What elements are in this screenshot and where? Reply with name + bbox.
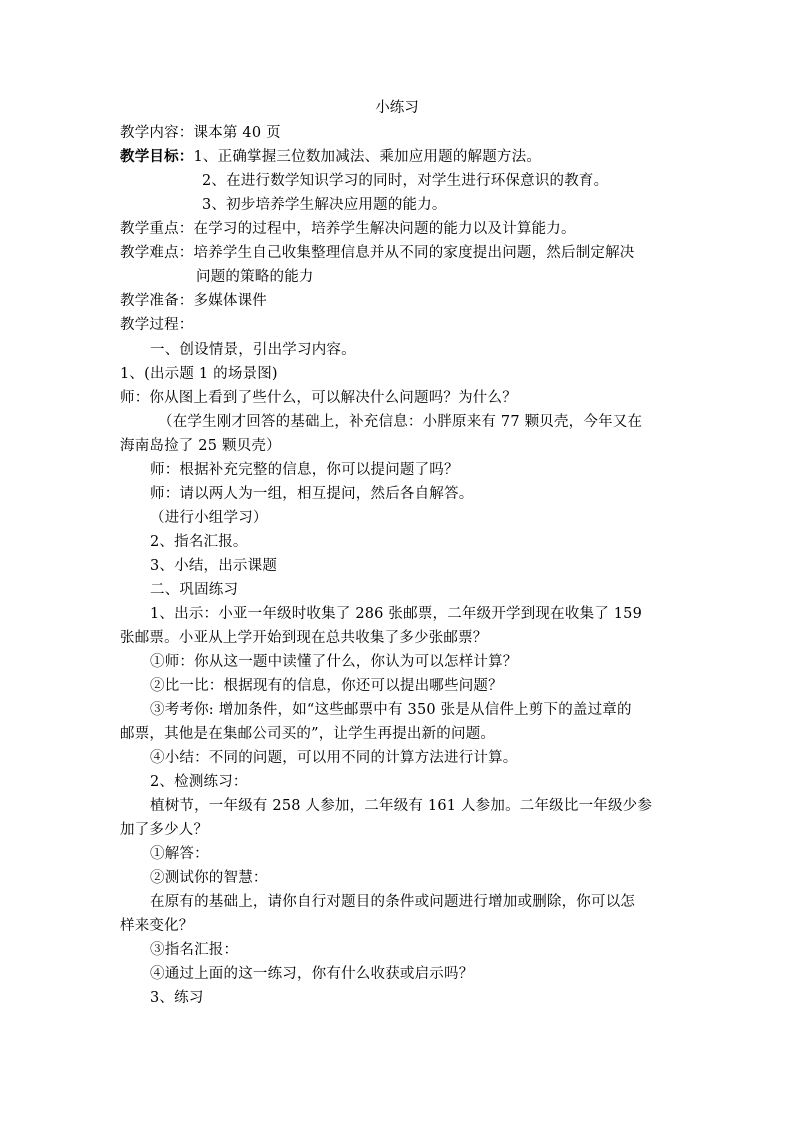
body-line: ④小结：不同的问题，可以用不同的计算方法进行计算。 — [150, 750, 518, 766]
goal-item-3: 3、初步培养学生解决应用题的能力。 — [202, 197, 447, 213]
difficulty-row — [120, 243, 635, 263]
content-row — [120, 123, 281, 143]
body-line: ③指名汇报： — [150, 942, 239, 958]
body-line: 师：根据补充完整的信息，你可以提问题了吗？ — [150, 462, 459, 478]
process-label: 教学过程： — [120, 317, 194, 333]
page-title: 小练习 — [375, 100, 419, 116]
body-line: 师：你从图上看到了些什么，可以解决什么问题吗？为什么？ — [120, 390, 517, 406]
keypoint-value: 在学习的过程中，培养学生解决问题的能力以及计算能力。 — [193, 221, 576, 237]
body-line: 2、指名汇报。 — [150, 534, 248, 550]
body-line: （进行小组学习） — [150, 510, 268, 526]
difficulty-line-1: 培养学生自己收集整理信息并从不同的家度提出问题，然后制定解决 — [193, 245, 635, 261]
body-line: （在学生刚才回答的基础上，补充信息：小胖原来有 77 颗贝壳，今年又在 — [158, 414, 643, 430]
keypoint-row — [120, 219, 576, 239]
body-line: ③考考你: 增加条件，如“这些邮票中有 350 张是从信件上剪下的盖过章的 — [150, 702, 632, 718]
body-line: 1、(出示题 1 的场景图) — [120, 366, 278, 382]
body-line: ①师：你从这一题中读懂了什么，你认为可以怎样计算？ — [150, 654, 518, 670]
body-line: 海南岛捡了 25 颗贝壳） — [120, 438, 281, 454]
prep-label: 教学准备： — [120, 293, 194, 309]
content-value: 课本第 40 页 — [193, 125, 281, 141]
body-line: ②测试你的智慧： — [150, 870, 268, 886]
goal-item-1: 1、正确掌握三位数加减法、乘加应用题的解题方法。 — [193, 149, 542, 165]
body-line: 3、练习 — [150, 990, 204, 1006]
body-line: 在原有的基础上，请你自行对题目的条件或问题进行增加或删除，你可以怎 — [150, 894, 636, 910]
body-line: 邮票，其他是在集邮公司买的”，让学生再提出新的问题。 — [120, 726, 496, 742]
body-line: 样来变化？ — [120, 918, 194, 934]
difficulty-line-2: 问题的策略的能力 — [196, 269, 314, 285]
body-line: 植树节，一年级有 258 人参加，二年级有 161 人参加。二年级比一年级少参 — [150, 798, 653, 814]
body-line: 师：请以两人为一组，相互提问，然后各自解答。 — [150, 486, 474, 502]
body-line: 一、创设情景，引出学习内容。 — [150, 342, 356, 358]
keypoint-label: 教学重点： — [120, 221, 194, 237]
goals-label: 教学目标： — [120, 148, 194, 165]
body-line: 3、小结，出示课题 — [150, 558, 278, 574]
difficulty-label: 教学难点： — [120, 245, 194, 261]
body-line: ④通过上面的这一练习，你有什么收获或启示吗？ — [150, 966, 474, 982]
body-line: 2、检测练习： — [150, 774, 248, 790]
prep-value: 多媒体课件 — [193, 293, 267, 309]
prep-row — [120, 291, 267, 311]
body-line: ①解答： — [150, 846, 209, 862]
body-line: 1、出示：小亚一年级时收集了 286 张邮票，二年级开学到现在收集了 159 — [150, 606, 643, 622]
body-line: 加了多少人？ — [120, 822, 209, 838]
body-line: 张邮票。小亚从上学开始到现在总共收集了多少张邮票？ — [120, 630, 488, 646]
goal-item-2: 2、在进行数学知识学习的同时，对学生进行环保意识的教育。 — [202, 173, 609, 189]
body-line: 二、巩固练习 — [150, 582, 239, 598]
content-label: 教学内容： — [120, 125, 194, 141]
goals-row — [120, 147, 541, 167]
body-line: ②比一比：根据现有的信息，你还可以提出哪些问题？ — [150, 678, 503, 694]
